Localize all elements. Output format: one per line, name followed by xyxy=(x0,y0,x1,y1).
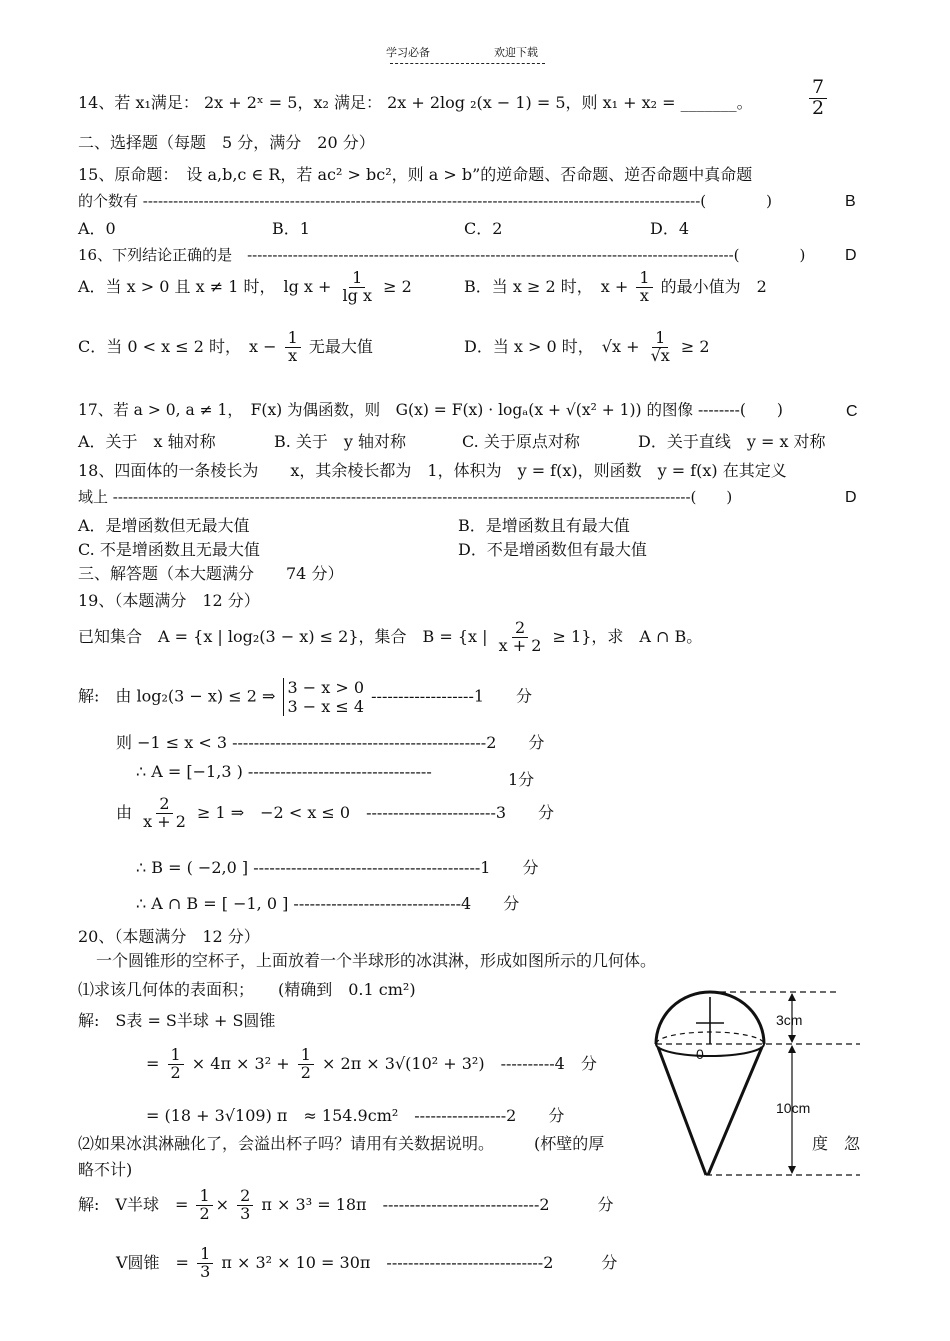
q20-sol1-a: 解: S表 = S半球 + S圆锥 xyxy=(78,1011,276,1030)
dim-10cm-arrow-top xyxy=(788,1045,796,1053)
q18-line2: 域上 ------------------------------------------------------------------------------------------------------------------( ) xyxy=(78,488,733,506)
q20-part2-a: ⑵如果冰淇淋融化了，会溢出杯子吗？请用有关数据说明。 (杯壁的厚 xyxy=(78,1134,605,1153)
q15-line2: 的个数有 --------------------------------------------------------------------------------------------------------------( ) xyxy=(78,192,772,210)
ice-cream-cone-figure xyxy=(640,985,880,1185)
q19-step5: ∴ B = ( −2,0 ] ------------------------------------------1 分 xyxy=(136,858,539,877)
q19-step1-score: -------------------1 分 xyxy=(371,686,533,706)
q20-v1-n2: 2 xyxy=(237,1188,253,1206)
q20-v1-n1: 1 xyxy=(196,1188,212,1206)
q20-sol1-b-n2: 1 xyxy=(298,1047,314,1065)
cone-left-side xyxy=(658,1047,706,1175)
q20-sol1-b-n1: 1 xyxy=(168,1047,184,1065)
q20-v2-post: π × 3² × 10 = 30π -----------------------------2 分 xyxy=(221,1252,618,1272)
q16-option-c xyxy=(78,330,373,365)
header-divider xyxy=(390,63,545,64)
q20-sol1-b-pre: = xyxy=(146,1053,160,1073)
q19-step4-den: x + 2 xyxy=(143,811,186,831)
q20-v1-post: π × 3³ = 18π -----------------------------2 分 xyxy=(261,1194,614,1214)
q19-step4-post: ≥ 1 ⇒ −2 < x ≤ 0 ------------------------3 分 xyxy=(196,802,555,822)
q19-step2: 则 −1 ≤ x < 3 -----------------------------------------------2 分 xyxy=(116,733,545,752)
header-right: 欢迎下载 xyxy=(494,46,538,59)
q16-b-num: 1 xyxy=(636,270,652,288)
q16-a-num: 1 xyxy=(349,270,365,288)
q14-answer xyxy=(806,78,830,119)
q14-answer-den: 2 xyxy=(812,96,825,119)
q20-sol1-b-d2: 2 xyxy=(300,1062,311,1082)
q17-option-d: D．关于直线 y = x 对称 xyxy=(638,432,826,451)
q19-step3: ∴ A = [−1,3 ) ---------------------------------- xyxy=(136,762,432,781)
q16-c-post: 无最大值 xyxy=(308,336,373,356)
q20-part2-c: 略不计) xyxy=(78,1160,133,1179)
dim-3cm-arrow-top xyxy=(788,993,796,1001)
q18-answer: D xyxy=(845,489,857,506)
q20-title: 20、（本题满分 12 分） xyxy=(78,927,260,946)
q20-sol1-c: = (18 + 3√109) π ≈ 154.9cm² -----------------2 分 xyxy=(146,1106,565,1125)
q17-option-b: B. 关于 y 轴对称 xyxy=(274,432,407,451)
q16-c-den: x xyxy=(288,345,298,365)
q17-line: 17、若 a > 0, a ≠ 1， F(x) 为偶函数，则 G(x) = F(x) · logₐ(x + √(x² + 1)) 的图像 --------( ) xyxy=(78,401,783,419)
q15-answer: B xyxy=(845,193,856,210)
q20-v1-d2: 3 xyxy=(240,1203,251,1223)
section-3-title: 三、解答题（本大题满分 74 分） xyxy=(78,564,344,583)
q16-option-d xyxy=(464,330,710,365)
q19-step1-bot: 3 − x ≤ 4 xyxy=(287,697,365,717)
section-2-title: 二、选择题（每题 5 分，满分 20 分） xyxy=(78,133,375,152)
q16-a-pre: A．当 x > 0 且 x ≠ 1 时， lg x + xyxy=(78,276,332,296)
q20-sol1-b-d1: 2 xyxy=(170,1062,181,1082)
q18-option-d: D．不是增函数但有最大值 xyxy=(458,540,647,559)
q20-v1: 解: V半球 = $\frac{1}{2}$ × $\frac{2}{3}$ π × 3³ = 18π -----------------------------2 分 xyxy=(78,1186,614,1223)
q18-line1: 18、四面体的一条棱长为 x，其余棱长都为 1，体积为 y = f(x)，则函数 y = f(x) 在其定义 xyxy=(78,461,787,480)
hemisphere-front-ellipse xyxy=(656,1044,764,1056)
q19-step4 xyxy=(116,796,554,831)
q16-b-post: 的最小值为 2 xyxy=(660,276,767,296)
q20-v2 xyxy=(116,1246,617,1281)
q16-line: 16、下列结论正确的是 ------------------------------------------------------------------------------------------------( ) xyxy=(78,246,806,264)
header-left: 学习必备 xyxy=(386,46,430,59)
q17-answer: C xyxy=(846,403,858,420)
q20-intro: 一个圆锥形的空杯子，上面放着一个半球形的冰淇淋，形成如图所示的几何体。 xyxy=(96,951,657,970)
q20-v2-den: 3 xyxy=(200,1261,211,1281)
q15-option-c: C．2 xyxy=(464,219,503,238)
q20-v2-pre: V圆锥 = xyxy=(116,1252,189,1272)
q20-part2-b: 度 忽 xyxy=(812,1134,861,1153)
q16-d-den: √x xyxy=(650,345,670,365)
q19-step1 xyxy=(78,678,532,716)
q20-part1: ⑴求该几何体的表面积； (精确到 0.1 cm²) xyxy=(78,980,416,999)
q18-option-a: A．是增函数但无最大值 xyxy=(78,516,250,535)
q14-answer-num: 7 xyxy=(809,78,827,99)
q16-d-post: ≥ 2 xyxy=(680,336,710,356)
q18-option-c: C. 不是增函数且无最大值 xyxy=(78,540,260,559)
q19-statement xyxy=(78,620,702,655)
q16-a-den: lg x xyxy=(342,285,372,305)
q16-a-post: ≥ 2 xyxy=(383,276,412,296)
q19-step4-pre: 由 xyxy=(116,802,133,822)
q19-stmt-a: 已知集合 A = {x | log₂(3 − x) ≤ 2}，集合 B = xyxy=(78,626,453,646)
q19-step1-system xyxy=(283,678,365,716)
q16-d-pre: D．当 x > 0 时， √x + xyxy=(464,336,640,356)
q20-v2-num: 1 xyxy=(197,1246,213,1264)
q19-title: 19、（本题满分 12 分） xyxy=(78,591,260,610)
q14-text: 14、若 x₁满足： 2x + 2ˣ = 5，x₂ 满足： 2x + 2log ₂(x − 1) = 5，则 x₁ + x₂ = _______。 xyxy=(78,93,753,112)
q17-option-a: A．关于 x 轴对称 xyxy=(78,432,216,451)
dim-3cm-arrow-bottom xyxy=(788,1035,796,1043)
q16-b-den: x xyxy=(639,285,649,305)
label-3cm: 3cm xyxy=(776,1012,803,1028)
dim-10cm-arrow-bottom xyxy=(788,1166,796,1174)
q19-step4-num: 2 xyxy=(156,796,172,814)
q17-option-c: C. 关于原点对称 xyxy=(462,432,580,451)
label-center-0: 0 xyxy=(696,1046,704,1062)
cone-right-side xyxy=(708,1047,762,1175)
q15-option-b: B．1 xyxy=(272,219,310,238)
q16-option-a xyxy=(78,270,412,305)
q16-b-pre: B．当 x ≥ 2 时， x + xyxy=(464,276,629,296)
q18-option-b: B．是增函数且有最大值 xyxy=(458,516,630,535)
q16-option-b xyxy=(464,270,767,305)
q20-sol1-b-mid: × 4π × 3² + xyxy=(191,1053,290,1073)
q16-c-pre: C．当 0 < x ≤ 2 时， x − xyxy=(78,336,277,356)
q20-v1-pre: 解: V半球 = xyxy=(78,1194,189,1214)
q20-v1-d1: 2 xyxy=(199,1203,210,1223)
q19-step1-pre: 解: 由 log₂(3 − x) ≤ 2 ⇒ xyxy=(78,686,276,706)
q19-step6: ∴ A ∩ B = [ −1, 0 ] -------------------------------4 分 xyxy=(136,894,520,913)
q19-step1-top: 3 − x > 0 xyxy=(287,678,365,697)
q16-answer: D xyxy=(845,247,857,264)
q19-stmt-den: x + 2 xyxy=(498,635,542,655)
q19-stmt-c: ≥ 1}，求 A ∩ B。 xyxy=(552,626,703,646)
q15-option-d: D．4 xyxy=(650,219,690,238)
q16-c-num: 1 xyxy=(285,330,301,348)
q20-sol1-b-post: × 2π × 3√(10² + 3²) ----------4 分 xyxy=(322,1053,597,1073)
q19-stmt-b: {x | xyxy=(457,626,488,646)
q15-option-a: A．0 xyxy=(78,219,116,238)
q19-stmt-num: 2 xyxy=(512,620,528,638)
q19-step3-score: 1分 xyxy=(508,770,535,789)
q20-sol1-b xyxy=(146,1047,597,1082)
q16-d-num: 1 xyxy=(652,330,668,348)
label-10cm: 10cm xyxy=(776,1100,811,1116)
q15-line1: 15、原命题： 设 a,b,c ∈ R，若 ac² > bc²，则 a > b”的逆命题、否命题、逆否命题中真命题 xyxy=(78,165,753,184)
